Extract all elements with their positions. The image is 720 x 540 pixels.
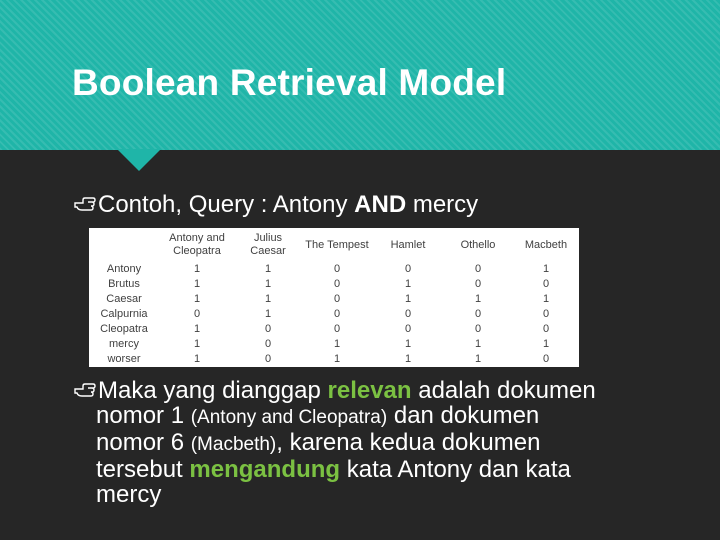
term-cell: Brutus xyxy=(108,278,140,290)
conclusion-text: dan dokumen xyxy=(387,402,540,429)
conclusion-text: nomor 6 xyxy=(96,429,191,456)
value-cell: 1 xyxy=(193,278,201,290)
value-cell: 0 xyxy=(542,323,550,335)
matrix-header-row xyxy=(89,228,579,262)
value-cell: 0 xyxy=(333,308,341,320)
conclusion-text: Maka yang dianggap xyxy=(98,377,328,404)
value-cell: 1 xyxy=(474,353,482,365)
value-cell: 0 xyxy=(542,308,550,320)
value-cell: 1 xyxy=(404,353,412,365)
value-cell: 1 xyxy=(264,278,272,290)
term-cell: worser xyxy=(107,353,141,365)
query-suffix: mercy xyxy=(406,191,479,218)
conclusion-text: kata Antony dan kata xyxy=(340,456,571,483)
value-cell: 1 xyxy=(474,293,482,305)
term-cell: Calpurnia xyxy=(100,308,148,320)
value-cell: 0 xyxy=(404,308,412,320)
table-row xyxy=(89,352,579,367)
document-title: (Antony and Cleopatra) xyxy=(190,407,388,428)
banner-notch xyxy=(117,149,161,171)
value-cell: 1 xyxy=(404,278,412,290)
query-operator: AND xyxy=(354,191,407,218)
value-cell: 1 xyxy=(264,308,272,320)
conclusion-text: mercy xyxy=(96,481,162,508)
bullet-conclusion xyxy=(74,378,674,507)
value-cell: 0 xyxy=(542,353,550,365)
hand-pointing-icon xyxy=(74,194,96,214)
table-row xyxy=(89,337,579,352)
table-row xyxy=(89,262,579,277)
value-cell: 1 xyxy=(193,263,201,275)
value-cell: 0 xyxy=(264,338,272,350)
column-header: Julius Caesar xyxy=(250,232,286,257)
value-cell: 1 xyxy=(542,293,550,305)
conclusion-line xyxy=(98,430,674,457)
conclusion-line xyxy=(98,403,674,430)
value-cell: 1 xyxy=(474,338,482,350)
table-row xyxy=(89,307,579,322)
hand-pointing-icon xyxy=(74,380,96,400)
value-cell: 0 xyxy=(474,323,482,335)
keyword-mengandung: mengandung xyxy=(189,456,341,483)
column-header: Othello xyxy=(460,238,496,251)
value-cell: 1 xyxy=(264,293,272,305)
matrix-corner-cell xyxy=(89,228,159,262)
conclusion-line xyxy=(98,457,674,482)
column-header: The Tempest xyxy=(305,238,369,251)
value-cell: 1 xyxy=(404,293,412,305)
value-cell: 0 xyxy=(333,293,341,305)
value-cell: 0 xyxy=(474,308,482,320)
value-cell: 0 xyxy=(404,263,412,275)
value-cell: 1 xyxy=(542,263,550,275)
value-cell: 1 xyxy=(404,338,412,350)
column-header: Hamlet xyxy=(390,238,426,251)
value-cell: 1 xyxy=(542,338,550,350)
value-cell: 1 xyxy=(193,338,201,350)
conclusion-text: , karena kedua dokumen xyxy=(276,429,541,456)
conclusion-line xyxy=(98,482,674,507)
term-cell: Antony xyxy=(106,263,142,275)
term-cell: mercy xyxy=(109,338,139,350)
slide-title: Boolean Retrieval Model xyxy=(72,62,507,103)
value-cell: 1 xyxy=(333,353,341,365)
table-row xyxy=(89,292,579,307)
conclusion-text: nomor 1 xyxy=(96,402,191,429)
value-cell: 0 xyxy=(333,278,341,290)
conclusion-text: tersebut xyxy=(96,456,190,483)
column-header: Macbeth xyxy=(524,238,568,251)
value-cell: 0 xyxy=(264,353,272,365)
term-document-matrix xyxy=(89,228,579,367)
value-cell: 0 xyxy=(474,278,482,290)
document-title: (Macbeth) xyxy=(190,434,277,455)
bullet-query xyxy=(74,192,714,217)
value-cell: 1 xyxy=(193,293,201,305)
value-cell: 0 xyxy=(264,323,272,335)
conclusion-line xyxy=(74,378,674,403)
value-cell: 0 xyxy=(474,263,482,275)
value-cell: 1 xyxy=(264,263,272,275)
term-cell: Caesar xyxy=(106,293,142,305)
query-prefix: Contoh, Query : Antony xyxy=(98,191,355,218)
value-cell: 0 xyxy=(333,323,341,335)
value-cell: 1 xyxy=(333,338,341,350)
keyword-relevan: relevan xyxy=(327,377,412,404)
value-cell: 1 xyxy=(193,323,201,335)
table-row xyxy=(89,322,579,337)
table-row xyxy=(89,277,579,292)
column-header: Antony and Cleopatra xyxy=(169,232,225,257)
value-cell: 0 xyxy=(542,278,550,290)
value-cell: 0 xyxy=(333,263,341,275)
value-cell: 1 xyxy=(193,353,201,365)
value-cell: 0 xyxy=(193,308,201,320)
term-cell: Cleopatra xyxy=(100,323,148,335)
conclusion-text: adalah dokumen xyxy=(411,377,596,404)
value-cell: 0 xyxy=(404,323,412,335)
